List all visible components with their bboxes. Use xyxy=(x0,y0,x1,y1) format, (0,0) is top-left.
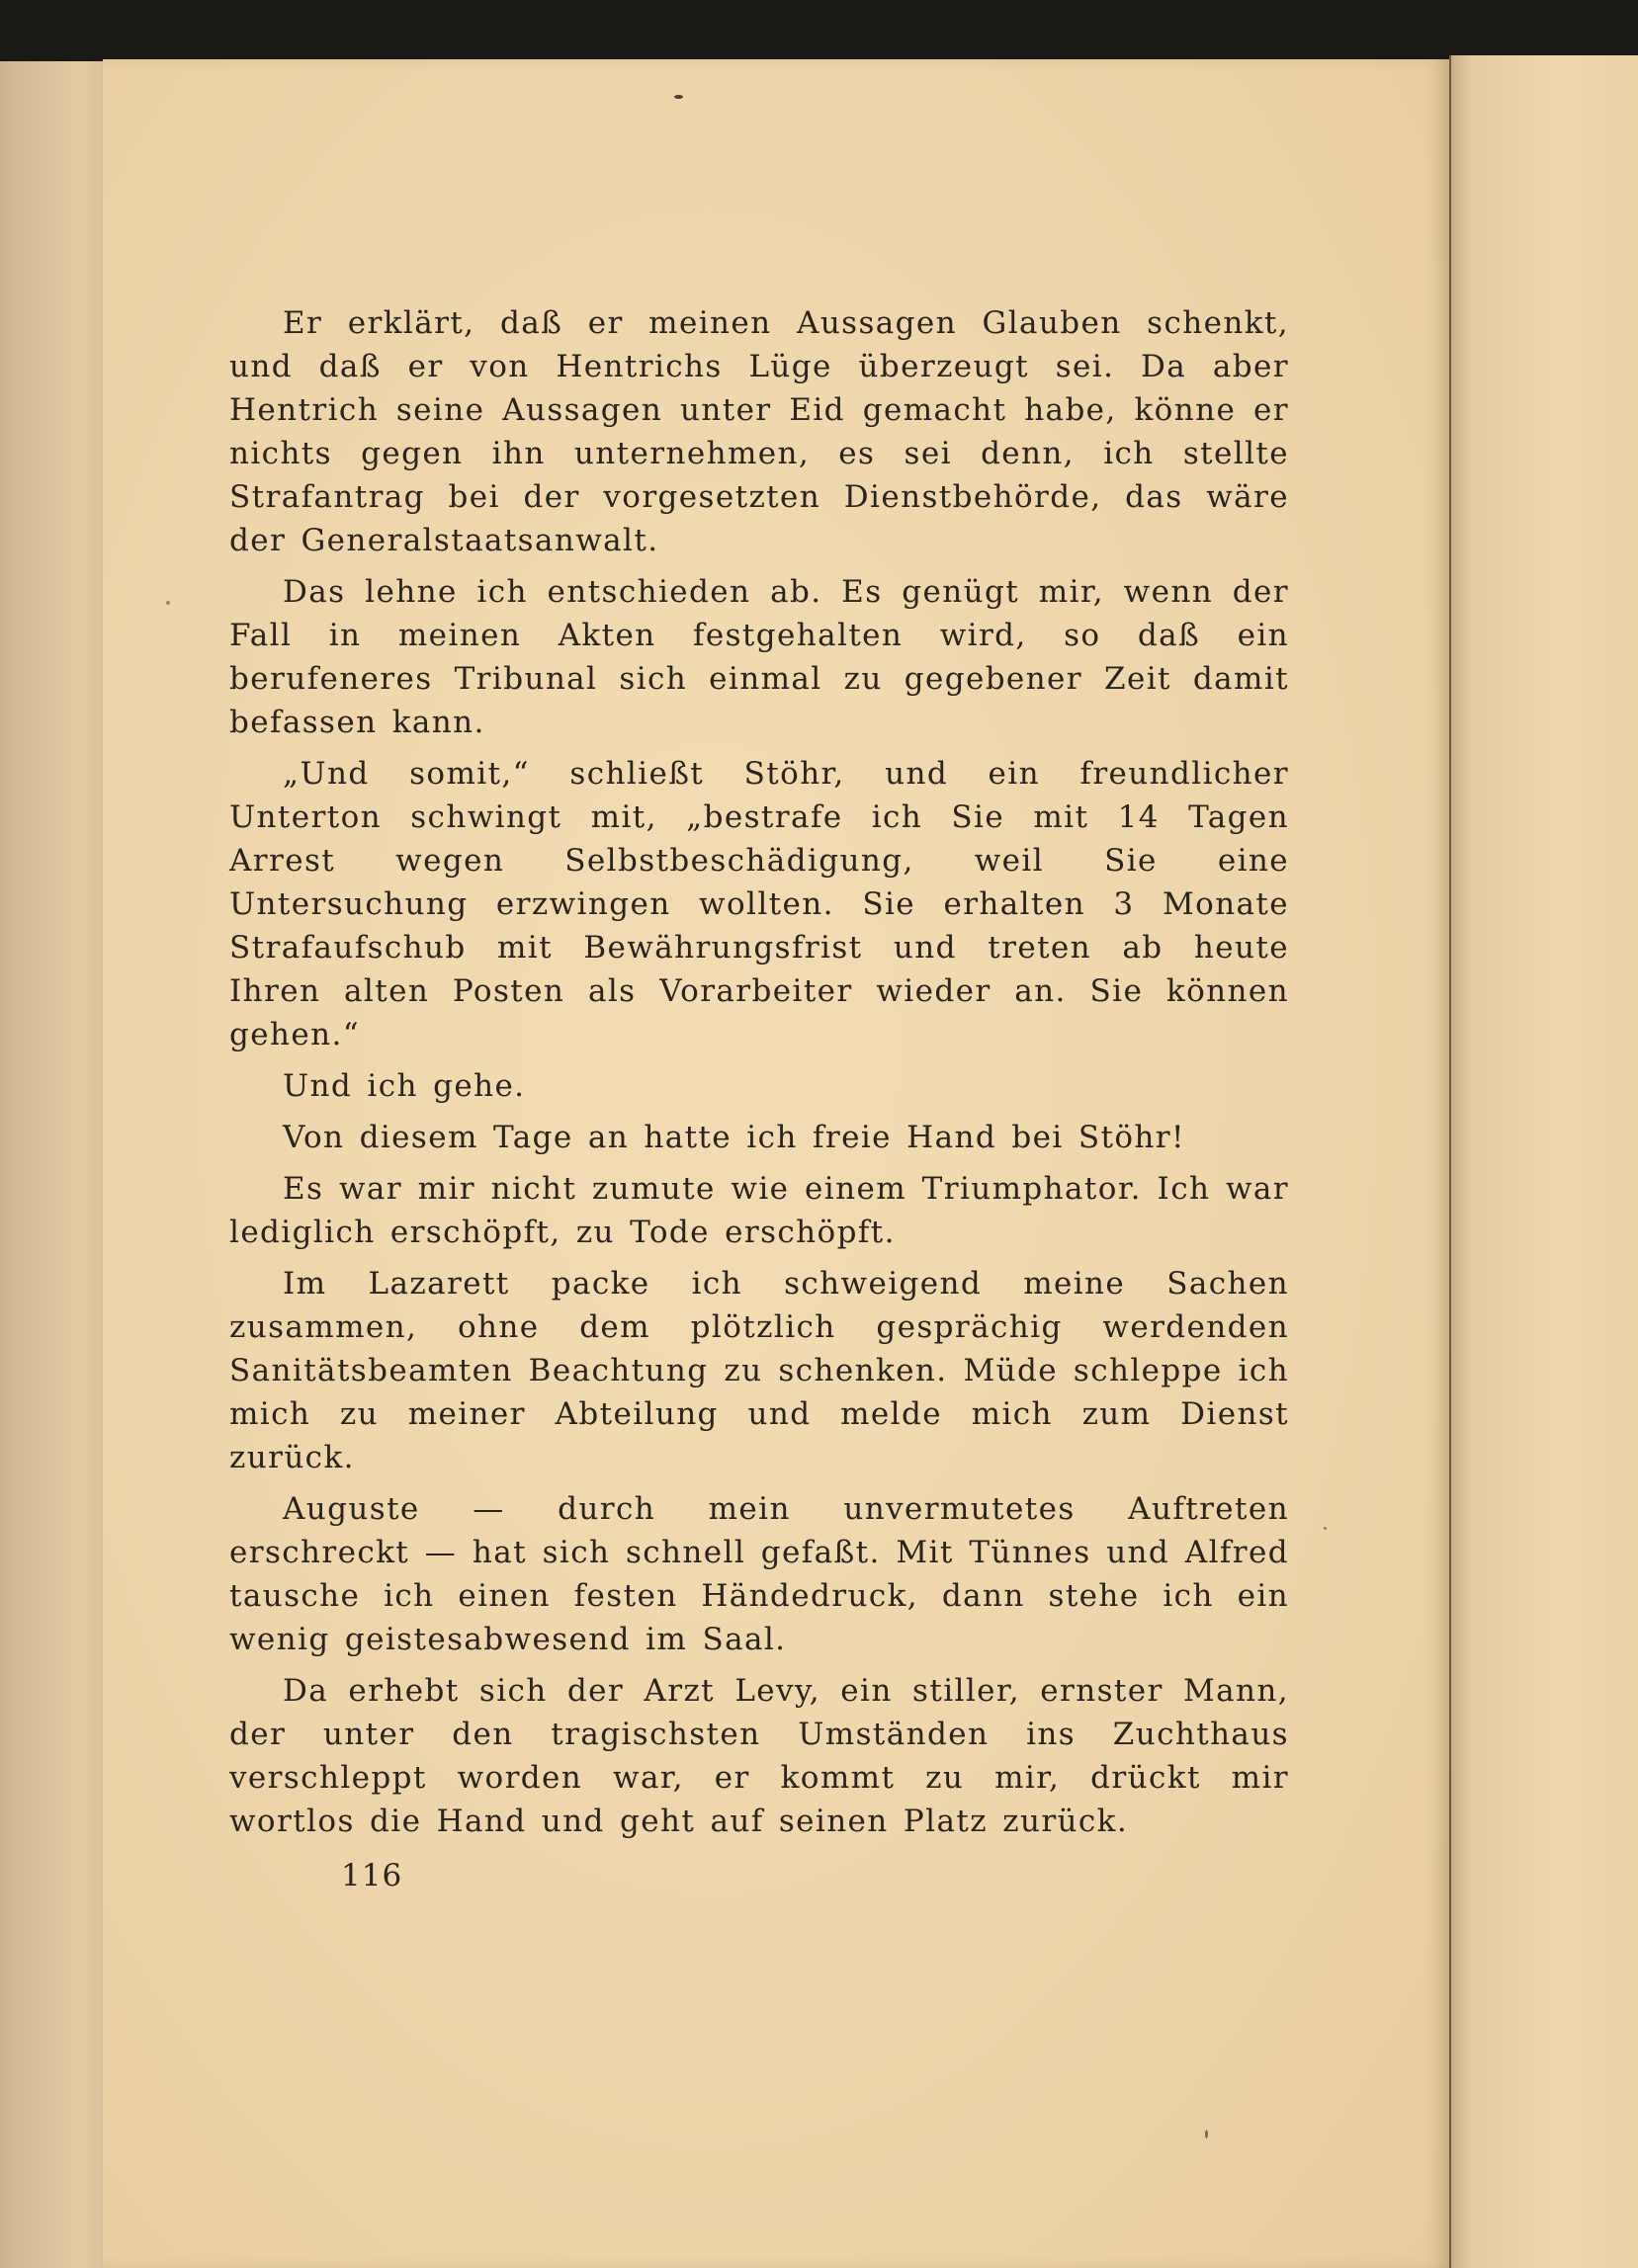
paragraph: Er erklärt, daß er meinen Aussagen Glauben schenkt, und daß er von Hentrichs Lüge überzeugt sei. Da aber Hentrich seine Aussagen unter Eid gemacht habe, könne er nichts gegen ihn unternehmen, es sei denn, ich stellte Strafantrag bei der vorgesetzten Dienstbehörde, das wäre der Generalstaatsanwalt. xyxy=(229,305,1289,558)
paragraph: Im Lazarett packe ich schweigend meine Sachen zusammen, ohne dem plötzlich gesprächig werdenden Sanitätsbeamten Beachtung zu schenken. Müde schleppe ich mich zu meiner Abteilung und melde mich zum Dienst zurück. xyxy=(229,1266,1289,1475)
dust-speck xyxy=(166,601,170,605)
paragraph: Da erhebt sich der Arzt Levy, ein stiller, ernster Mann, der unter den tragischsten Umständen ins Zuchthaus verschleppt worden war, er kommt zu mir, drückt mir wortlos die Hand und geht auf seinen Platz zurück. xyxy=(229,1673,1289,1839)
paragraph: „Und somit,“ schließt Stöhr, und ein freundlicher Unterton schwingt mit, „bestrafe ich Sie mit 14 Tagen Arrest wegen Selbstbeschädigung, weil Sie eine Untersuchung erzwingen wollten. Sie erhalten 3 Monate Strafaufschub mit Bewährungsfrist und treten ab heute Ihren alten Posten als Vorarbeiter wieder an. Sie können gehen.“ xyxy=(229,756,1289,1052)
page-number: 116 xyxy=(341,1858,403,1893)
left-page-edges xyxy=(0,61,110,2268)
paragraph: Auguste — durch mein unvermutetes Auftreten erschreckt — hat sich schnell gefaßt. Mit Tünnes und Alfred tausche ich einen festen Händedruck, dann stehe ich ein wenig geistesabwesend im Saal. xyxy=(229,1491,1289,1657)
paragraph: Das lehne ich entschieden ab. Es genügt mir, wenn der Fall in meinen Akten festgehalten wird, so daß ein berufeneres Tribunal sich einmal zu gegebener Zeit damit befassen kann. xyxy=(229,574,1289,740)
dust-speck xyxy=(1324,1527,1327,1530)
paragraph: Und ich gehe. xyxy=(283,1068,526,1104)
right-page xyxy=(1449,55,1638,2268)
dust-speck xyxy=(1205,2130,1208,2139)
paragraph: Von diesem Tage an hatte ich freie Hand bei Stöhr! xyxy=(283,1120,1185,1155)
dust-speck xyxy=(674,95,683,99)
paragraph: Es war mir nicht zumute wie einem Triumphator. Ich war lediglich erschöpft, zu Tode erschöpft. xyxy=(229,1171,1289,1250)
body-text xyxy=(229,301,1289,1851)
